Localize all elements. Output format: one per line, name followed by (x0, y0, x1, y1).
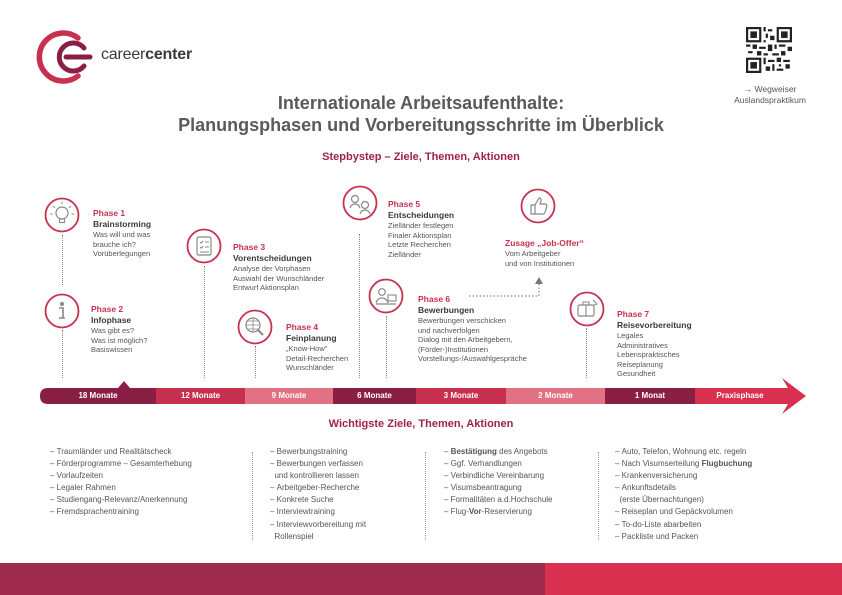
interview-icon (368, 278, 404, 314)
qr-code-icon[interactable] (746, 27, 792, 73)
footer-bar (0, 563, 842, 595)
phase4-connector (255, 346, 256, 378)
info-icon (44, 293, 80, 329)
timeline-label-18: 18 Monate (78, 391, 118, 400)
qr-caption-line1: → Wegweiser (743, 84, 797, 94)
column-divider (252, 452, 253, 540)
list-item: – Reiseplan und Gepäckvolumen (615, 506, 752, 518)
timeline-label-1: 1 Monat (634, 391, 666, 400)
phase-3: Phase 3 Vorentscheidungen Analyse der Vorphasen Auswahl der Wunschländer Entwurf Aktionsplan (233, 242, 325, 293)
list-item: – Konkrete Suche (270, 494, 366, 506)
page-title: Internationale Arbeitsaufenthalte: Planungsphasen und Vorbereitungsschritte im Überblick (178, 93, 664, 135)
phase1-connector (62, 235, 63, 285)
phase-6: Phase 6 Bewerbungen Bewerbungen verschicken und nachverfolgen Dialog mit den Arbeitgebern, (Förder-)Institutionen Vorstellungs-/Auswahlgespräche (418, 294, 527, 364)
thumbs-up-icon (520, 188, 556, 224)
people-icon (342, 185, 378, 221)
phase5-connector (359, 234, 360, 378)
lightbulb-icon (44, 197, 80, 233)
list-item: – Ggf. Verhandlungen (444, 458, 553, 470)
phase-2: Phase 2 Infophase Was gibt es? Was ist möglich? Basiswissen (91, 304, 148, 355)
globe-search-icon (237, 309, 273, 345)
phase-1: Phase 1 Brainstorming Was will und was brauche ich? Vorüberlegungen (93, 208, 152, 259)
list-item: – Nach Visumserteilung Flugbuchung (615, 458, 752, 470)
list-item: – Traumländer und Realitätscheck (50, 446, 192, 458)
clipboard-icon (186, 228, 222, 264)
job-offer: Zusage „Job-Offer“ Vom Arbeitgeber und von Institutionen (505, 238, 584, 268)
list-item: (erste Übernachtungen) (619, 495, 704, 505)
list-item: – Vorlaufzeiten (50, 470, 192, 482)
list-item: – Ankunftsdetails (615, 482, 752, 494)
timeline-label-9: 9 Monate (271, 391, 307, 400)
list-item: – Legaler Rahmen (50, 482, 192, 494)
column-divider (598, 452, 599, 540)
suitcase-icon (569, 291, 605, 327)
list-item: – Packliste und Packen (615, 531, 752, 543)
brand-name: careercenter (101, 46, 192, 63)
list-item: – Formalitäten a.d.Hochschule (444, 494, 553, 506)
list-item: – Förderprogramme – Gesamterhebung (50, 458, 192, 470)
careercenter-logo-icon (32, 28, 96, 86)
goals-column-3 (444, 446, 553, 519)
timeline-label-praxis: Praxisphase (716, 391, 764, 400)
phase-7: Phase 7 Reisevorbereitung Legales Administratives Lebenspraktisches Reiseplanung Gesundheit (617, 309, 692, 379)
list-item: – Fremdsprachentraining (50, 506, 192, 518)
timeline-label-12: 12 Monate (180, 391, 221, 400)
phase2-connector (62, 330, 63, 378)
list-item: – Bewerbungen verfassen (270, 458, 366, 470)
list-item: und kontrollieren lassen (274, 471, 359, 481)
phase6-connector (386, 316, 387, 378)
timeline-label-2: 2 Monate (538, 391, 573, 400)
list-item: – Bestätigung des Angebots (444, 446, 553, 458)
goals-column-1 (50, 446, 192, 519)
phase7-connector (586, 328, 587, 378)
phase-5: Phase 5 Entscheidungen Zielländer festlegen Finaler Aktionsplan Letzte Recherchen Zielländer (388, 199, 455, 259)
list-item: Rollenspiel (274, 531, 314, 541)
list-item: – Interviewvorbereitung mit (270, 519, 366, 531)
list-item: – Krankenversicherung (615, 470, 752, 482)
phase-4: Phase 4 Feinplanung „Know-How“ Detail-Recherchen Wunschländer (286, 322, 349, 373)
list-item: – To-do-Liste abarbeiten (615, 519, 752, 531)
goals-column-2 (270, 446, 366, 543)
goals-column-4 (615, 446, 752, 543)
goals-title: Wichtigste Ziele, Themen, Aktionen (328, 418, 514, 430)
phase3-connector (204, 266, 205, 378)
list-item: – Arbeitgeber-Recherche (270, 482, 366, 494)
list-item: – Auto, Telefon, Wohnung etc. regeln (615, 446, 752, 458)
timeline-label-3: 3 Monate (443, 391, 479, 400)
list-item: – Interviewtraining (270, 506, 366, 518)
steps-subtitle: Stepbystep – Ziele, Themen, Aktionen (322, 151, 520, 163)
column-divider (425, 452, 426, 540)
list-item: – Bewerbungstraining (270, 446, 366, 458)
list-item: – Studiengang-Relevanz/Anerkennung (50, 494, 192, 506)
timeline-label-6: 6 Monate (357, 391, 392, 400)
list-item: – Flug-Vor-Reservierung (444, 506, 553, 518)
qr-caption-line2: Auslandspraktikum (734, 95, 806, 105)
list-item: – Visumsbeantragung (444, 482, 553, 494)
list-item: – Verbindliche Vereinbarung (444, 470, 553, 482)
